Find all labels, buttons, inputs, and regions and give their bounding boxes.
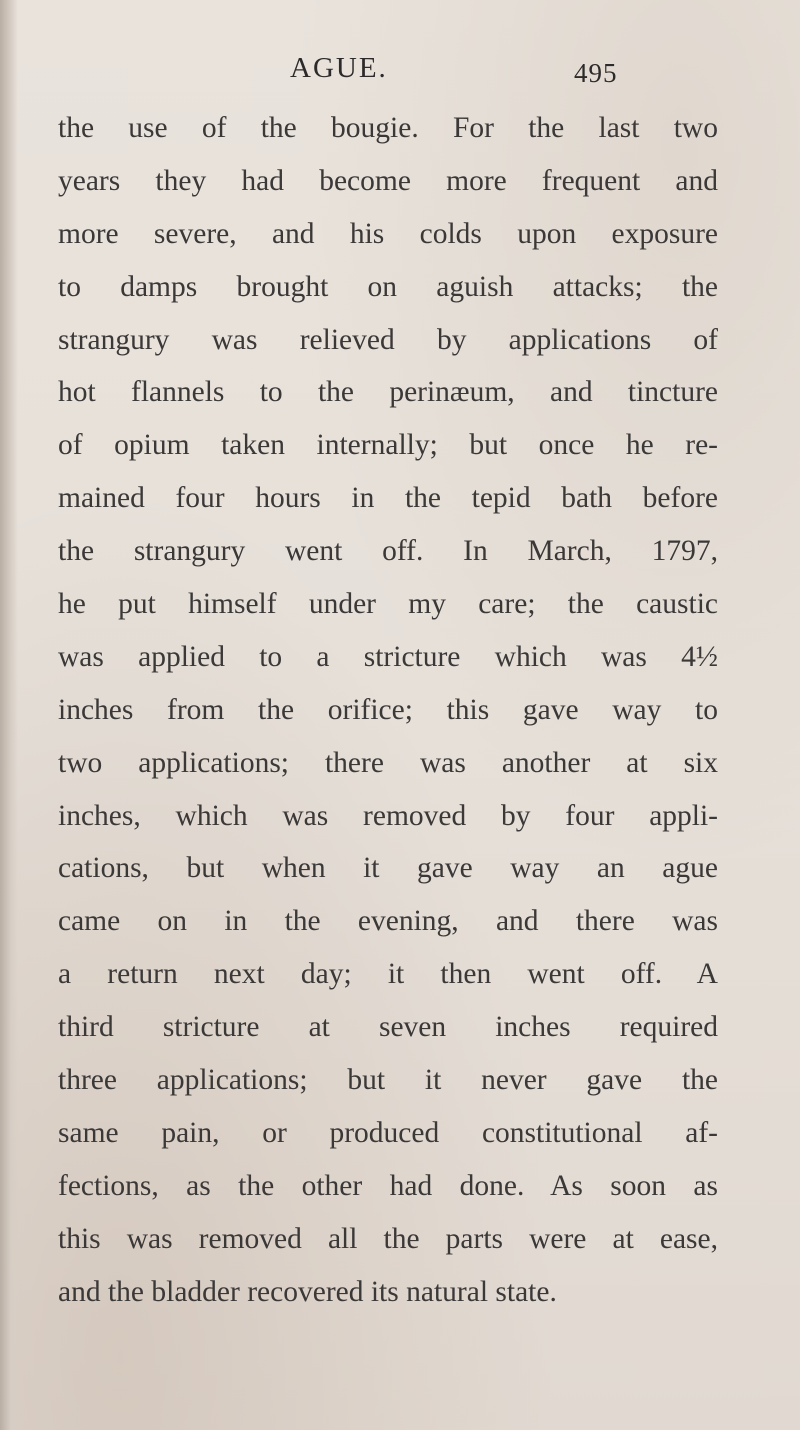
text-line: years they had become more frequent and <box>58 164 718 197</box>
text-line: more severe, and his colds upon exposure <box>58 217 718 250</box>
text-line: this was removed all the parts were at ease, <box>58 1222 718 1255</box>
text-line: the strangury went off. In March, 1797, <box>58 535 718 568</box>
text-line: to damps brought on aguish attacks; the <box>58 270 718 303</box>
page-gutter-shadow <box>0 0 18 1430</box>
text-line-last: and the bladder recovered its natural state. <box>58 1275 557 1308</box>
text-line: inches, which was removed by four appli- <box>58 799 718 832</box>
running-head: AGUE. <box>290 52 388 84</box>
text-line: inches from the orifice; this gave way to <box>58 693 718 726</box>
body-text <box>58 102 718 1318</box>
text-line: third stricture at seven inches required <box>58 1011 718 1044</box>
text-line: cations, but when it gave way an ague <box>58 852 718 885</box>
text-line: came on in the evening, and there was <box>58 905 718 938</box>
text-line: three applications; but it never gave the <box>58 1064 718 1097</box>
page-number: 495 <box>574 58 618 88</box>
text-line: hot flannels to the perinæum, and tincture <box>58 376 718 409</box>
text-line: was applied to a stricture which was 4½ <box>58 640 718 673</box>
text-line: two applications; there was another at six <box>58 746 718 779</box>
text-line: strangury was relieved by applications of <box>58 323 718 356</box>
page-header <box>0 52 800 96</box>
text-line: a return next day; it then went off. A <box>58 958 718 991</box>
text-line: mained four hours in the tepid bath before <box>58 482 718 515</box>
text-line: the use of the bougie. For the last two <box>58 112 718 144</box>
text-line: fections, as the other had done. As soon as <box>58 1169 718 1202</box>
text-line: same pain, or produced constitutional af- <box>58 1116 718 1149</box>
text-line: he put himself under my care; the caustic <box>58 588 718 621</box>
text-line: of opium taken internally; but once he re- <box>58 429 718 462</box>
